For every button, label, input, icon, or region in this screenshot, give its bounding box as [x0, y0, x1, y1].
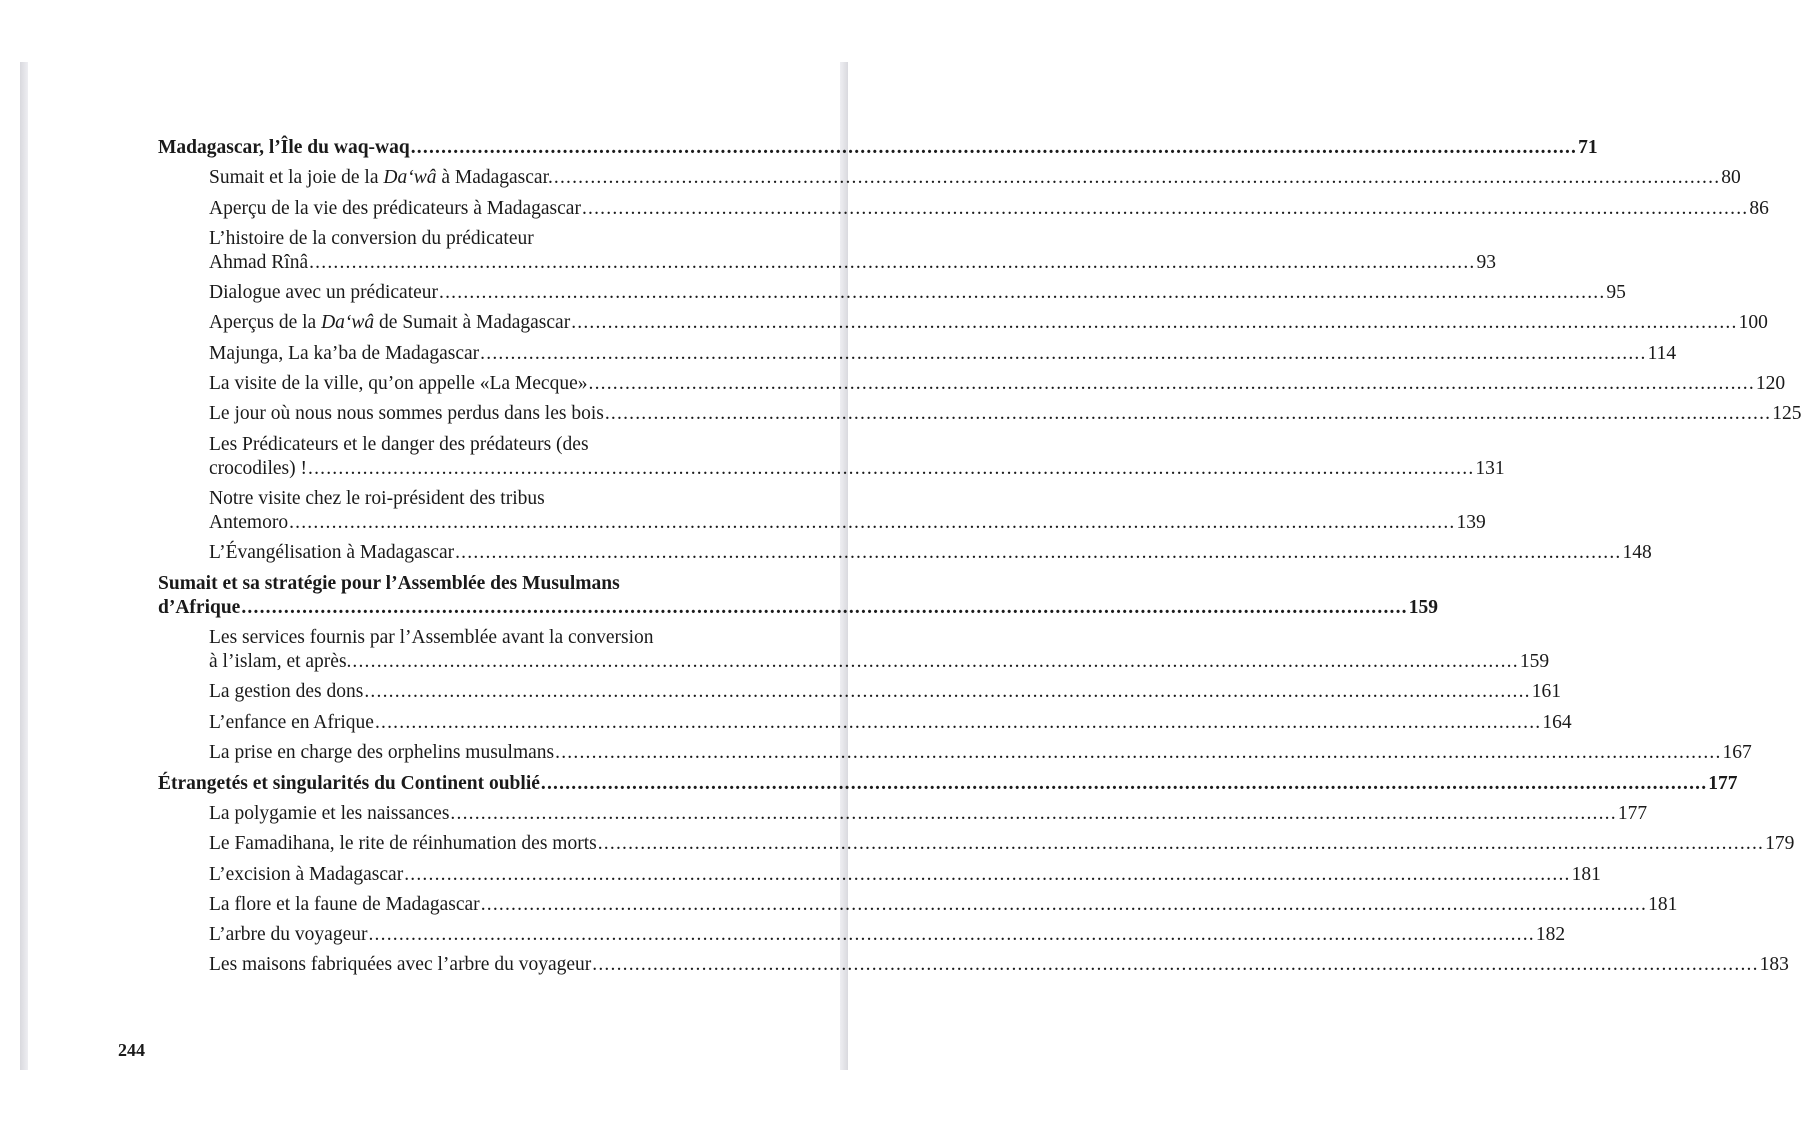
toc-entry-title-italic: Da‘wâ — [321, 312, 375, 334]
toc-entry-title: Antemoro — [209, 511, 289, 533]
dot-leader — [480, 342, 1646, 366]
toc-section-entry — [158, 166, 1741, 190]
toc-entry-title-line: Notre visite chez le roi-président des tribus — [209, 487, 545, 509]
toc-page-number: 159 — [1408, 596, 1438, 618]
toc-entry-title: Aperçu de la vie des prédicateurs à Madagascar — [209, 197, 581, 219]
toc-entry-title — [209, 311, 570, 335]
toc-entry-title: L’arbre du voyageur — [209, 924, 368, 946]
toc-entry-title: La polygamie et les naissances — [209, 802, 450, 824]
toc-page-number: 159 — [1519, 651, 1550, 673]
toc-page-number: 164 — [1542, 711, 1572, 733]
toc-entry-title: d’Afrique — [158, 596, 241, 618]
toc-page-number: 71 — [1578, 137, 1598, 158]
toc-page-number: 120 — [1755, 373, 1786, 395]
dot-leader — [375, 711, 1541, 735]
toc-section-entry — [158, 342, 1677, 366]
page-edge-left — [20, 62, 28, 1070]
toc-chapter-entry — [158, 572, 1438, 620]
dot-leader — [571, 311, 1737, 335]
toc-entry-title: à l’islam, et après. — [209, 651, 352, 673]
toc-entry-title-part: Aperçus de la — [209, 312, 322, 334]
dot-leader — [352, 650, 1518, 674]
toc-entry-title: L’Évangélisation à Madagascar — [209, 542, 455, 564]
dot-leader — [241, 596, 1407, 620]
toc-page-number: 148 — [1622, 542, 1652, 564]
toc-entry-title: L’enfance en Afrique — [209, 711, 374, 733]
dot-leader — [554, 166, 1720, 190]
toc-chapter-entry — [158, 772, 1738, 796]
toc-entry-title-line: Les services fournis par l’Assemblée avant la conversion — [209, 627, 654, 649]
toc-page-number: 183 — [1759, 954, 1789, 976]
toc-section-entry — [158, 372, 1786, 396]
dot-leader — [481, 893, 1647, 917]
dot-leader — [411, 136, 1577, 160]
toc-entry-title — [209, 166, 553, 190]
toc-page-number: 182 — [1535, 924, 1566, 946]
dot-leader — [309, 251, 1475, 275]
dot-leader — [541, 772, 1707, 796]
toc-chapter-entry — [158, 136, 1598, 160]
toc-entry-title: Dialogue avec un prédicateur — [209, 282, 439, 304]
toc-page-number: 114 — [1647, 342, 1677, 364]
toc-page-number: 181 — [1571, 863, 1601, 885]
toc-section-entry — [158, 487, 1486, 535]
toc-section-entry — [158, 311, 1768, 335]
toc-entry-title: Ahmad Rînâ — [209, 251, 309, 273]
dot-leader — [368, 923, 1534, 947]
toc-entry-title: Le Famadihana, le rite de réinhumation des morts — [209, 833, 597, 855]
toc-entry-title-italic: Da‘wâ — [383, 167, 437, 189]
toc-page-number: 179 — [1765, 833, 1795, 855]
toc-section-entry — [158, 227, 1497, 275]
dot-leader — [605, 402, 1771, 426]
toc-page-number: 80 — [1721, 167, 1741, 189]
dot-leader — [455, 541, 1621, 565]
toc-entry-title: Étrangetés et singularités du Continent oublié — [158, 772, 540, 794]
toc-entry-title: L’excision à Madagascar — [209, 863, 404, 885]
toc-page-number: 177 — [1617, 802, 1648, 824]
toc-entry-title-line: Les Prédicateurs et le danger des prédateurs (des — [209, 433, 589, 455]
dot-leader — [439, 281, 1605, 305]
toc-page-number: 177 — [1708, 772, 1738, 794]
toc-section-entry — [158, 953, 1789, 977]
toc-entry-title-line: L’histoire de la conversion du prédicateur — [209, 227, 534, 249]
dot-leader — [592, 953, 1758, 977]
toc-section-entry — [158, 197, 1769, 221]
dot-leader — [450, 802, 1616, 826]
toc-section-entry — [158, 626, 1550, 674]
dot-leader — [404, 863, 1570, 887]
toc-page-number: 125 — [1772, 403, 1802, 425]
dot-leader — [598, 832, 1764, 856]
toc-page-number: 131 — [1475, 457, 1505, 479]
toc-entry-title-part: Sumait et la joie de la — [209, 167, 384, 189]
toc-entry-title-part: à Madagascar. — [436, 167, 553, 189]
toc-entry-title: Le jour où nous nous sommes perdus dans les bois — [209, 403, 604, 425]
dot-leader — [364, 680, 1530, 704]
table-of-contents — [158, 136, 1802, 977]
toc-page-number: 181 — [1648, 893, 1678, 915]
toc-entry-title: Les maisons fabriquées avec l’arbre du voyageur — [209, 954, 592, 976]
toc-entry-title: La flore et la faune de Madagascar — [209, 893, 480, 915]
toc-section-entry — [158, 832, 1795, 856]
toc-page-number: 167 — [1722, 742, 1752, 764]
toc-page-number: 86 — [1749, 197, 1769, 219]
toc-page-number: 100 — [1738, 312, 1768, 334]
toc-section-entry — [158, 680, 1562, 704]
toc-section-entry — [158, 402, 1802, 426]
toc-section-entry — [158, 863, 1601, 887]
toc-entry-title: Madagascar, l’Île du waq-waq — [158, 137, 410, 158]
toc-section-entry — [158, 433, 1505, 481]
toc-section-entry — [158, 802, 1648, 826]
toc-section-entry — [158, 893, 1678, 917]
toc-entry-title: La visite de la ville, qu’on appelle «La Mecque» — [209, 373, 588, 395]
toc-entry-title-line: Sumait et sa stratégie pour l’Assemblée des Musulmans — [158, 572, 620, 594]
toc-section-entry — [158, 541, 1652, 565]
toc-entry-title-part: de Sumait à Madagascar — [374, 312, 571, 334]
toc-section-entry — [158, 741, 1752, 765]
toc-page-number: 95 — [1606, 282, 1626, 304]
toc-entry-title: La gestion des dons — [209, 681, 364, 703]
toc-entry-title: crocodiles) ! — [209, 457, 307, 479]
page-number: 244 — [118, 1040, 145, 1060]
toc-page-number: 161 — [1531, 681, 1562, 703]
dot-leader — [582, 197, 1748, 221]
toc-page-number: 93 — [1476, 251, 1497, 273]
toc-entry-title: Majunga, La ka’ba de Madagascar — [209, 342, 480, 364]
toc-section-entry — [158, 711, 1572, 735]
toc-section-entry — [158, 923, 1566, 947]
dot-leader — [589, 372, 1755, 396]
toc-entry-title: La prise en charge des orphelins musulmans — [209, 742, 555, 764]
dot-leader — [289, 511, 1455, 535]
toc-page-number: 139 — [1456, 511, 1486, 533]
dot-leader — [308, 457, 1474, 481]
toc-section-entry — [158, 281, 1626, 305]
dot-leader — [555, 741, 1721, 765]
